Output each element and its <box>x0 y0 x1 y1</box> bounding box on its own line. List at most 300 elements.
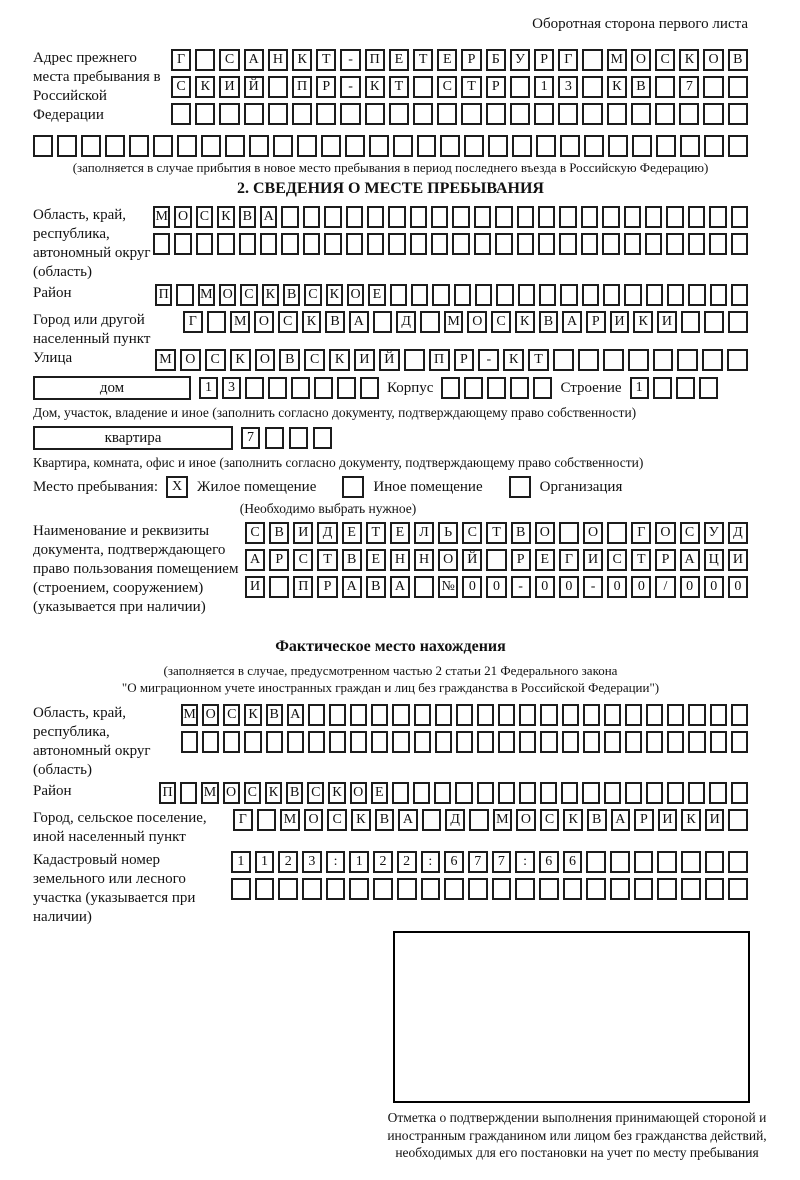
form-cell[interactable] <box>583 704 600 726</box>
form-cell[interactable]: М <box>181 704 198 726</box>
form-cell[interactable] <box>324 233 341 255</box>
form-cell[interactable] <box>656 135 676 157</box>
form-cell[interactable] <box>705 878 725 900</box>
form-cell[interactable]: / <box>655 576 675 598</box>
form-cell[interactable]: К <box>351 809 371 831</box>
form-cell[interactable] <box>201 135 221 157</box>
form-cell[interactable]: Г <box>631 522 651 544</box>
form-cell[interactable] <box>624 233 641 255</box>
form-cell[interactable] <box>414 731 431 753</box>
form-cell[interactable] <box>498 731 515 753</box>
form-cell[interactable] <box>486 549 506 571</box>
form-cell[interactable] <box>105 135 125 157</box>
form-cell[interactable]: Е <box>535 549 555 571</box>
form-cell[interactable]: О <box>219 284 236 306</box>
form-cell[interactable] <box>245 377 264 399</box>
form-cell[interactable] <box>539 878 559 900</box>
form-cell[interactable] <box>308 704 325 726</box>
form-cell[interactable]: А <box>245 549 265 571</box>
form-cell[interactable]: В <box>342 549 362 571</box>
form-cell[interactable] <box>388 206 405 228</box>
form-cell[interactable] <box>455 782 472 804</box>
form-cell[interactable]: О <box>583 522 603 544</box>
form-cell[interactable] <box>464 135 484 157</box>
form-cell[interactable]: Д <box>445 809 465 831</box>
form-cell[interactable]: С <box>205 349 226 371</box>
form-cell[interactable] <box>223 731 240 753</box>
form-cell[interactable] <box>464 377 483 399</box>
form-cell[interactable]: 2 <box>278 851 298 873</box>
form-cell[interactable] <box>604 782 621 804</box>
form-cell[interactable]: К <box>679 49 699 71</box>
form-cell[interactable]: Р <box>586 311 606 333</box>
form-cell[interactable]: Т <box>528 349 549 371</box>
form-cell[interactable] <box>308 731 325 753</box>
form-cell[interactable]: С <box>244 782 261 804</box>
form-cell[interactable] <box>392 782 409 804</box>
form-cell[interactable]: Д <box>728 522 748 544</box>
form-cell[interactable] <box>57 135 77 157</box>
form-cell[interactable]: 7 <box>679 76 699 98</box>
form-cell[interactable] <box>515 878 535 900</box>
form-cell[interactable]: Р <box>461 49 481 71</box>
form-cell[interactable] <box>559 233 576 255</box>
form-cell[interactable] <box>349 878 369 900</box>
form-cell[interactable] <box>634 851 654 873</box>
form-cell[interactable] <box>153 135 173 157</box>
form-cell[interactable]: 7 <box>492 851 512 873</box>
form-cell[interactable]: С <box>462 522 482 544</box>
form-cell[interactable] <box>681 851 701 873</box>
form-cell[interactable] <box>180 782 197 804</box>
form-cell[interactable]: Н <box>268 49 288 71</box>
form-cell[interactable] <box>731 284 748 306</box>
form-cell[interactable] <box>388 233 405 255</box>
form-cell[interactable] <box>440 135 460 157</box>
form-cell[interactable]: - <box>511 576 531 598</box>
form-cell[interactable] <box>414 704 431 726</box>
form-cell[interactable]: К <box>681 809 701 831</box>
form-cell[interactable] <box>367 206 384 228</box>
form-cell[interactable] <box>369 135 389 157</box>
form-cell[interactable] <box>702 349 723 371</box>
form-cell[interactable] <box>434 782 451 804</box>
form-cell[interactable]: И <box>657 311 677 333</box>
form-cell[interactable]: Т <box>366 522 386 544</box>
form-cell[interactable] <box>129 135 149 157</box>
form-cell[interactable]: Т <box>461 76 481 98</box>
form-cell[interactable] <box>519 704 536 726</box>
form-cell[interactable] <box>268 76 288 98</box>
form-cell[interactable] <box>268 377 287 399</box>
form-cell[interactable] <box>631 103 651 125</box>
form-cell[interactable] <box>582 782 599 804</box>
form-cell[interactable] <box>610 878 630 900</box>
form-cell[interactable]: В <box>375 809 395 831</box>
form-cell[interactable]: Р <box>269 549 289 571</box>
form-cell[interactable] <box>371 704 388 726</box>
form-cell[interactable] <box>559 522 579 544</box>
form-cell[interactable] <box>321 135 341 157</box>
form-cell[interactable]: № <box>438 576 458 598</box>
form-cell[interactable]: О <box>467 311 487 333</box>
form-cell[interactable] <box>435 731 452 753</box>
form-cell[interactable]: С <box>245 522 265 544</box>
form-cell[interactable] <box>624 206 641 228</box>
form-cell[interactable] <box>681 311 701 333</box>
form-cell[interactable] <box>414 576 434 598</box>
form-cell[interactable]: К <box>329 349 350 371</box>
form-cell[interactable] <box>586 878 606 900</box>
form-cell[interactable]: К <box>217 206 234 228</box>
house-type-box[interactable]: дом <box>33 376 191 400</box>
form-cell[interactable]: С <box>278 311 298 333</box>
form-cell[interactable] <box>289 427 308 449</box>
form-cell[interactable] <box>562 731 579 753</box>
form-cell[interactable] <box>512 135 532 157</box>
form-cell[interactable] <box>326 878 346 900</box>
form-cell[interactable] <box>411 284 428 306</box>
form-cell[interactable] <box>475 284 492 306</box>
form-cell[interactable] <box>397 878 417 900</box>
form-cell[interactable]: И <box>658 809 678 831</box>
form-cell[interactable]: К <box>633 311 653 333</box>
form-cell[interactable] <box>625 782 642 804</box>
form-cell[interactable]: В <box>366 576 386 598</box>
form-cell[interactable] <box>281 233 298 255</box>
form-cell[interactable] <box>367 233 384 255</box>
form-cell[interactable] <box>255 878 275 900</box>
form-cell[interactable] <box>608 135 628 157</box>
form-cell[interactable] <box>519 731 536 753</box>
form-cell[interactable]: - <box>340 49 360 71</box>
form-cell[interactable]: Ь <box>438 522 458 544</box>
form-cell[interactable] <box>680 135 700 157</box>
form-cell[interactable]: О <box>254 311 274 333</box>
form-cell[interactable]: И <box>245 576 265 598</box>
form-cell[interactable] <box>337 377 356 399</box>
form-cell[interactable] <box>297 135 317 157</box>
form-cell[interactable]: К <box>265 782 282 804</box>
form-cell[interactable]: В <box>631 76 651 98</box>
form-cell[interactable]: И <box>610 311 630 333</box>
checkbox-other-premises[interactable] <box>342 476 364 498</box>
form-cell[interactable]: Н <box>414 549 434 571</box>
form-cell[interactable] <box>313 427 332 449</box>
form-cell[interactable]: С <box>196 206 213 228</box>
form-cell[interactable]: 7 <box>241 427 260 449</box>
form-cell[interactable] <box>302 878 322 900</box>
form-cell[interactable]: С <box>680 522 700 544</box>
form-cell[interactable] <box>536 135 556 157</box>
form-cell[interactable]: Г <box>171 49 191 71</box>
form-cell[interactable] <box>260 233 277 255</box>
form-cell[interactable] <box>350 704 367 726</box>
form-cell[interactable] <box>510 103 530 125</box>
form-cell[interactable] <box>269 576 289 598</box>
form-cell[interactable]: 1 <box>349 851 369 873</box>
form-cell[interactable] <box>625 731 642 753</box>
form-cell[interactable]: Г <box>558 49 578 71</box>
form-cell[interactable] <box>422 809 442 831</box>
form-cell[interactable] <box>518 284 535 306</box>
form-cell[interactable]: А <box>398 809 418 831</box>
form-cell[interactable] <box>583 731 600 753</box>
form-cell[interactable] <box>563 878 583 900</box>
form-cell[interactable] <box>533 377 552 399</box>
form-cell[interactable]: Й <box>244 76 264 98</box>
form-cell[interactable] <box>195 103 215 125</box>
form-cell[interactable]: Е <box>437 49 457 71</box>
form-cell[interactable] <box>667 704 684 726</box>
form-cell[interactable]: П <box>293 576 313 598</box>
form-cell[interactable]: 6 <box>444 851 464 873</box>
form-cell[interactable] <box>582 103 602 125</box>
form-cell[interactable] <box>603 284 620 306</box>
form-cell[interactable]: 2 <box>373 851 393 873</box>
form-cell[interactable]: 3 <box>558 76 578 98</box>
form-cell[interactable] <box>539 284 556 306</box>
form-cell[interactable] <box>604 704 621 726</box>
form-cell[interactable]: К <box>326 284 343 306</box>
form-cell[interactable] <box>582 284 599 306</box>
form-cell[interactable] <box>273 135 293 157</box>
form-cell[interactable]: У <box>704 522 724 544</box>
form-cell[interactable] <box>553 349 574 371</box>
form-cell[interactable] <box>534 103 554 125</box>
form-cell[interactable]: В <box>239 206 256 228</box>
form-cell[interactable] <box>710 731 727 753</box>
form-cell[interactable] <box>437 103 457 125</box>
form-cell[interactable]: П <box>155 284 172 306</box>
form-cell[interactable]: И <box>583 549 603 571</box>
form-cell[interactable]: Р <box>634 809 654 831</box>
form-cell[interactable]: В <box>728 49 748 71</box>
form-cell[interactable] <box>431 233 448 255</box>
form-cell[interactable]: О <box>202 704 219 726</box>
form-cell[interactable] <box>728 851 748 873</box>
form-cell[interactable]: С <box>540 809 560 831</box>
form-cell[interactable] <box>177 135 197 157</box>
form-cell[interactable] <box>474 206 491 228</box>
form-cell[interactable]: 0 <box>728 576 748 598</box>
form-cell[interactable] <box>710 284 727 306</box>
form-cell[interactable] <box>153 233 170 255</box>
form-cell[interactable] <box>666 233 683 255</box>
form-cell[interactable]: Г <box>233 809 253 831</box>
form-cell[interactable]: Р <box>511 549 531 571</box>
form-cell[interactable]: В <box>283 284 300 306</box>
form-cell[interactable] <box>314 377 333 399</box>
form-cell[interactable] <box>281 206 298 228</box>
form-cell[interactable]: О <box>350 782 367 804</box>
form-cell[interactable]: 1 <box>630 377 649 399</box>
form-cell[interactable] <box>561 782 578 804</box>
form-cell[interactable]: П <box>429 349 450 371</box>
form-cell[interactable] <box>244 731 261 753</box>
form-cell[interactable]: О <box>535 522 555 544</box>
form-cell[interactable] <box>688 284 705 306</box>
form-cell[interactable] <box>202 731 219 753</box>
form-cell[interactable] <box>584 135 604 157</box>
form-cell[interactable]: А <box>342 576 362 598</box>
form-cell[interactable]: А <box>287 704 304 726</box>
form-cell[interactable] <box>495 206 512 228</box>
form-cell[interactable] <box>461 103 481 125</box>
form-cell[interactable] <box>477 782 494 804</box>
form-cell[interactable] <box>655 103 675 125</box>
form-cell[interactable]: Н <box>390 549 410 571</box>
form-cell[interactable]: 7 <box>468 851 488 873</box>
form-cell[interactable] <box>171 103 191 125</box>
form-cell[interactable] <box>81 135 101 157</box>
form-cell[interactable]: Г <box>183 311 203 333</box>
form-cell[interactable] <box>688 233 705 255</box>
form-cell[interactable] <box>195 49 215 71</box>
form-cell[interactable] <box>645 233 662 255</box>
form-cell[interactable] <box>392 704 409 726</box>
form-cell[interactable]: И <box>219 76 239 98</box>
form-cell[interactable]: 0 <box>559 576 579 598</box>
form-cell[interactable] <box>667 782 684 804</box>
form-cell[interactable]: С <box>219 49 239 71</box>
form-cell[interactable] <box>417 135 437 157</box>
form-cell[interactable]: 1 <box>255 851 275 873</box>
form-cell[interactable]: О <box>180 349 201 371</box>
form-cell[interactable] <box>727 349 748 371</box>
form-cell[interactable]: В <box>266 704 283 726</box>
form-cell[interactable]: И <box>354 349 375 371</box>
form-cell[interactable] <box>393 135 413 157</box>
form-cell[interactable] <box>603 349 624 371</box>
form-cell[interactable] <box>265 427 284 449</box>
form-cell[interactable] <box>239 233 256 255</box>
form-cell[interactable]: С <box>304 284 321 306</box>
form-cell[interactable]: М <box>230 311 250 333</box>
form-cell[interactable]: М <box>493 809 513 831</box>
form-cell[interactable] <box>657 851 677 873</box>
form-cell[interactable]: Т <box>631 549 651 571</box>
form-cell[interactable] <box>345 135 365 157</box>
form-cell[interactable] <box>677 349 698 371</box>
form-cell[interactable]: 1 <box>199 377 218 399</box>
form-cell[interactable] <box>709 206 726 228</box>
form-cell[interactable] <box>486 103 506 125</box>
form-cell[interactable] <box>667 731 684 753</box>
form-cell[interactable] <box>560 284 577 306</box>
form-cell[interactable]: К <box>230 349 251 371</box>
form-cell[interactable] <box>646 782 663 804</box>
form-cell[interactable]: М <box>153 206 170 228</box>
form-cell[interactable]: Р <box>486 76 506 98</box>
form-cell[interactable] <box>559 206 576 228</box>
form-cell[interactable] <box>731 731 748 753</box>
form-cell[interactable]: Л <box>414 522 434 544</box>
form-cell[interactable] <box>728 103 748 125</box>
form-cell[interactable]: К <box>503 349 524 371</box>
form-cell[interactable]: 0 <box>680 576 700 598</box>
form-cell[interactable] <box>487 377 506 399</box>
form-cell[interactable]: А <box>562 311 582 333</box>
form-cell[interactable] <box>432 284 449 306</box>
form-cell[interactable] <box>287 731 304 753</box>
form-cell[interactable] <box>705 851 725 873</box>
form-cell[interactable] <box>452 233 469 255</box>
form-cell[interactable] <box>33 135 53 157</box>
form-cell[interactable]: Й <box>462 549 482 571</box>
form-cell[interactable] <box>709 233 726 255</box>
form-cell[interactable] <box>634 878 654 900</box>
form-cell[interactable]: Т <box>317 549 337 571</box>
form-cell[interactable]: К <box>365 76 385 98</box>
form-cell[interactable] <box>538 233 555 255</box>
form-cell[interactable]: Р <box>655 549 675 571</box>
form-cell[interactable]: С <box>607 549 627 571</box>
form-cell[interactable] <box>498 704 515 726</box>
form-cell[interactable]: К <box>515 311 535 333</box>
form-cell[interactable]: М <box>155 349 176 371</box>
form-cell[interactable] <box>477 704 494 726</box>
form-cell[interactable]: С <box>307 782 324 804</box>
form-cell[interactable]: Р <box>316 76 336 98</box>
checkbox-organization[interactable] <box>509 476 531 498</box>
form-cell[interactable]: М <box>280 809 300 831</box>
form-cell[interactable] <box>431 206 448 228</box>
form-cell[interactable]: Т <box>413 49 433 71</box>
form-cell[interactable] <box>373 878 393 900</box>
form-cell[interactable]: В <box>325 311 345 333</box>
form-cell[interactable] <box>340 103 360 125</box>
form-cell[interactable] <box>454 284 471 306</box>
form-cell[interactable] <box>586 851 606 873</box>
form-cell[interactable] <box>346 233 363 255</box>
form-cell[interactable] <box>410 206 427 228</box>
form-cell[interactable] <box>291 377 310 399</box>
form-cell[interactable]: К <box>195 76 215 98</box>
form-cell[interactable] <box>278 878 298 900</box>
form-cell[interactable]: 1 <box>231 851 251 873</box>
form-cell[interactable]: - <box>340 76 360 98</box>
form-cell[interactable] <box>625 704 642 726</box>
form-cell[interactable] <box>540 704 557 726</box>
form-cell[interactable]: Й <box>379 349 400 371</box>
form-cell[interactable]: - <box>478 349 499 371</box>
form-cell[interactable]: О <box>438 549 458 571</box>
form-cell[interactable] <box>602 206 619 228</box>
form-cell[interactable] <box>456 704 473 726</box>
form-cell[interactable] <box>176 284 193 306</box>
form-cell[interactable]: А <box>680 549 700 571</box>
form-cell[interactable] <box>174 233 191 255</box>
form-cell[interactable]: П <box>292 76 312 98</box>
form-cell[interactable] <box>196 233 213 255</box>
form-cell[interactable]: 6 <box>539 851 559 873</box>
form-cell[interactable]: С <box>491 311 511 333</box>
form-cell[interactable]: О <box>655 522 675 544</box>
form-cell[interactable]: С <box>437 76 457 98</box>
form-cell[interactable] <box>435 704 452 726</box>
form-cell[interactable] <box>558 103 578 125</box>
form-cell[interactable] <box>268 103 288 125</box>
checkbox-residential[interactable]: X <box>166 476 188 498</box>
form-cell[interactable] <box>303 233 320 255</box>
form-cell[interactable] <box>679 103 699 125</box>
form-cell[interactable] <box>728 135 748 157</box>
form-cell[interactable] <box>474 233 491 255</box>
form-cell[interactable] <box>607 522 627 544</box>
form-cell[interactable] <box>688 206 705 228</box>
form-cell[interactable]: О <box>255 349 276 371</box>
